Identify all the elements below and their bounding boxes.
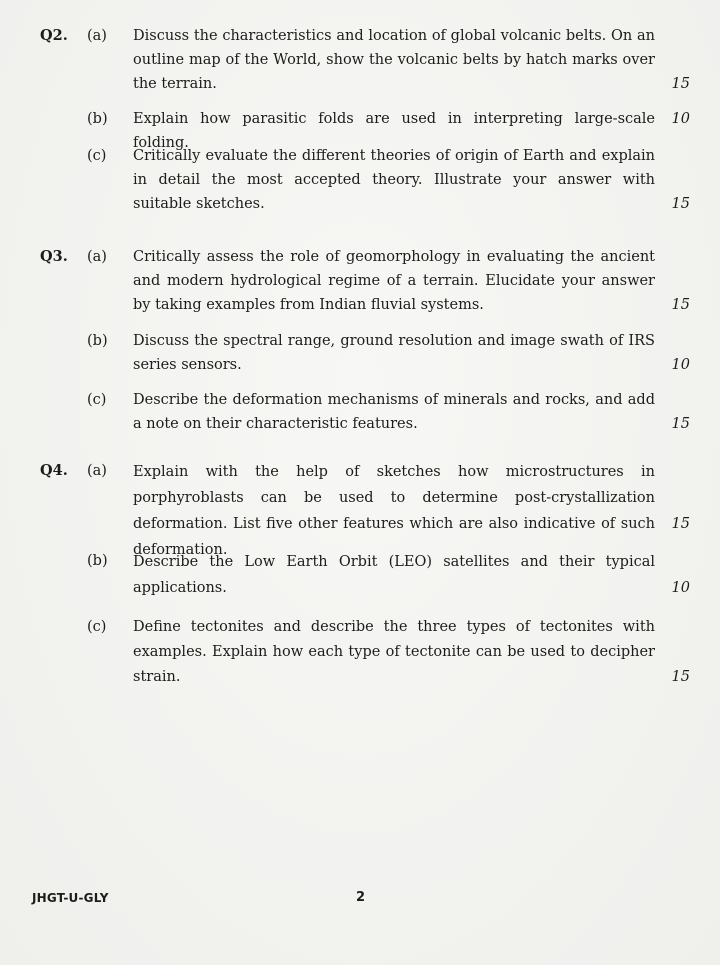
part-label: (c) [87, 148, 107, 164]
page-number: 2 [356, 890, 366, 905]
part-marks: 15 [671, 76, 690, 92]
question-number: Q4. [40, 462, 68, 479]
part-label: (c) [87, 619, 107, 635]
question-part [0, 245, 720, 317]
part-text: Discuss the characteristics and location of global volcanic belts. On an outline map of the World, show the volcanic belts by hatch marks over the terrain. [133, 28, 655, 92]
part-marks: 15 [671, 516, 690, 532]
part-label: (b) [87, 333, 108, 349]
question-part [0, 549, 720, 599]
part-label: (a) [87, 28, 107, 44]
part-text: Critically assess the role of geomorphology in evaluating the ancient and modern hydrological regime of a terrain. Elucidate your answer by taking examples from Indian fluvial systems. [133, 249, 655, 313]
part-text: Define tectonites and describe the three types of tectonites with examples. Explain how each type of tectonite can be used to decipher strain. [133, 619, 655, 685]
question-part [0, 144, 720, 216]
question-number: Q3. [40, 248, 68, 265]
part-marks: 10 [671, 111, 690, 127]
part-text: Explain with the help of sketches how microstructures in porphyroblasts can be used to determine post-crystallization deformation. List five other features which are also indicative of such deformation. [133, 464, 655, 558]
part-text: Explain how parasitic folds are used in interpreting large-scale folding. [133, 111, 655, 151]
question-part [0, 615, 720, 693]
question-part [0, 459, 720, 558]
part-text: Describe the Low Earth Orbit (LEO) satellites and their typical applications. [133, 554, 655, 596]
part-label: (b) [87, 553, 108, 569]
part-marks: 10 [671, 580, 690, 596]
part-label: (c) [87, 392, 107, 408]
part-text: Describe the deformation mechanisms of minerals and rocks, and add a note on their characteristic features. [133, 392, 655, 432]
question-part [0, 107, 720, 151]
part-text: Critically evaluate the different theories of origin of Earth and explain in detail the most accepted theory. Illustrate your answer with suitable sketches. [133, 148, 655, 212]
paper-code: JHGT-U-GLY [32, 891, 109, 905]
question-part [0, 329, 720, 377]
part-label: (a) [87, 249, 107, 265]
part-marks: 15 [671, 416, 690, 432]
part-marks: 15 [671, 297, 690, 313]
question-part [0, 388, 720, 436]
part-label: (b) [87, 111, 108, 127]
part-marks: 15 [671, 669, 690, 685]
part-label: (a) [87, 463, 107, 479]
part-text: Discuss the spectral range, ground resolution and image swath of IRS series sensors. [133, 333, 655, 373]
part-marks: 15 [671, 196, 690, 212]
part-marks: 10 [671, 357, 690, 373]
question-number: Q2. [40, 27, 68, 44]
question-part [0, 24, 720, 96]
